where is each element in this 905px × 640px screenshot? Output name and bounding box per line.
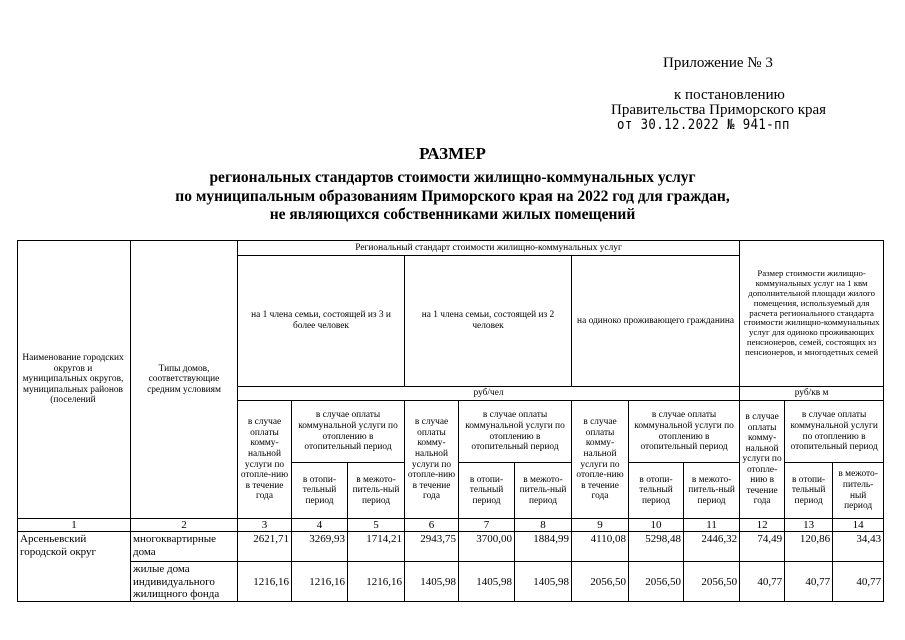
sub-during-year-4: в случае оплаты комму-нальной услуги по отопле-нию в течение года	[740, 401, 785, 519]
col-number: 8	[515, 519, 572, 532]
col-number: 4	[292, 519, 348, 532]
table-cell: 5298,48	[629, 532, 684, 562]
col-number: 1	[18, 519, 131, 532]
table-cell: 2943,75	[405, 532, 459, 562]
unit-rub-per-person: руб/чел	[238, 387, 740, 401]
col-number: 3	[238, 519, 292, 532]
between-period-3: в межото-питель-ный период	[684, 463, 740, 519]
col-number: 11	[684, 519, 740, 532]
table-cell: 40,77	[785, 562, 833, 602]
table-cell: 2446,32	[684, 532, 740, 562]
table-cell: 1405,98	[405, 562, 459, 602]
house-type: многоквартирные дома	[131, 532, 238, 562]
header-extra-area: Размер стоимости жилищно-коммунальных услуг на 1 квм дополнительной площади жилого помещения, используемый для расчета регионального стандарта стоимости жилищно-коммунальных услуг для одиноко проживающих пенсионеров, семей, состоящих из пенсионеров, и многодетных семей	[740, 241, 884, 387]
table-cell: 1405,98	[515, 562, 572, 602]
table-cell: 4110,08	[572, 532, 629, 562]
table-cell: 40,77	[833, 562, 884, 602]
sub-heating-period-4: в случае оплаты коммунальной услуги по отоплению в отопительный период	[785, 401, 884, 463]
table-cell: 40,77	[740, 562, 785, 602]
table-cell: 1884,99	[515, 532, 572, 562]
resolution-date-stamp: от 30.12.2022 № 941-пп	[617, 117, 790, 133]
header-regional-standard: Региональный стандарт стоимости жилищно-коммунальных услуг	[238, 241, 740, 256]
heating-period-2: в отопи-тельный период	[459, 463, 515, 519]
col-number: 10	[629, 519, 684, 532]
col-number: 13	[785, 519, 833, 532]
table-cell: 2056,50	[629, 562, 684, 602]
table-cell: 1216,16	[348, 562, 405, 602]
sub-heating-period-2: в случае оплаты коммунальной услуги по отоплению в отопительный период	[459, 401, 572, 463]
header-group-single: на одиноко проживающего гражданина	[572, 256, 740, 387]
between-period-4: в межото-питель-ный период	[833, 463, 884, 519]
table-cell: 3269,93	[292, 532, 348, 562]
sub-during-year-1: в случае оплаты комму-нальной услуги по отопле-нию в течение года	[238, 401, 292, 519]
subtitle-line-1: региональных стандартов стоимости жилищно-коммунальных услуг	[209, 169, 696, 186]
col-number: 12	[740, 519, 785, 532]
heating-period-3: в отопи-тельный период	[629, 463, 684, 519]
appendix-number: Приложение № 3	[663, 55, 773, 71]
table-cell: 2056,50	[572, 562, 629, 602]
table-cell: 2056,50	[684, 562, 740, 602]
sub-heating-period-3: в случае оплаты коммунальной услуги по отоплению в отопительный период	[629, 401, 740, 463]
table-cell: 1405,98	[459, 562, 515, 602]
table-cell: 34,43	[833, 532, 884, 562]
header-district-name: Наименование городских округов и муниципальных округов, муниципальных районов (поселений	[18, 241, 131, 519]
table-cell: 1216,16	[292, 562, 348, 602]
col-number: 14	[833, 519, 884, 532]
col-number: 6	[405, 519, 459, 532]
table-cell: 1216,16	[238, 562, 292, 602]
subtitle-line-3: не являющихся собственниками жилых помещений	[269, 206, 636, 223]
col-number: 5	[348, 519, 405, 532]
house-type: жилые дома индивидуального жилищного фонда	[131, 562, 238, 602]
sub-during-year-3: в случае оплаты комму-нальной услуги по отопле-нию в течение года	[572, 401, 629, 519]
header-house-type: Типы домов, соответствующие средним условиям	[131, 241, 238, 519]
header-group-3-plus: на 1 члена семьи, состоящей из 3 и более человек	[238, 256, 405, 387]
between-period-1: в межото-питель-ный период	[348, 463, 405, 519]
unit-rub-per-sqm: руб/кв м	[740, 387, 884, 401]
subtitle-line-2: по муниципальным образованиям Приморского края на 2022 год для граждан,	[175, 188, 730, 205]
document-title: РАЗМЕР	[419, 144, 486, 163]
district-name: Арсеньевский городской округ	[18, 532, 131, 602]
standards-table	[17, 240, 884, 602]
header-group-2: на 1 члена семьи, состоящей из 2 человек	[405, 256, 572, 387]
col-number: 9	[572, 519, 629, 532]
col-number: 7	[459, 519, 515, 532]
table-cell: 74,49	[740, 532, 785, 562]
table-cell: 2621,71	[238, 532, 292, 562]
sub-during-year-2: в случае оплаты комму-нальной услуги по отопле-нию в течение года	[405, 401, 459, 519]
sub-heating-period-1: в случае оплаты коммунальной услуги по отоплению в отопительный период	[292, 401, 405, 463]
table-cell: 1714,21	[348, 532, 405, 562]
between-period-2: в межото-питель-ный период	[515, 463, 572, 519]
heating-period-4: в отопи-тельный период	[785, 463, 833, 519]
government-name: Правительства Приморского края	[611, 102, 827, 118]
table-cell: 3700,00	[459, 532, 515, 562]
col-number: 2	[131, 519, 238, 532]
table-cell: 120,86	[785, 532, 833, 562]
heating-period-1: в отопи-тельный период	[292, 463, 348, 519]
resolution-reference: к постановлению	[674, 87, 785, 103]
